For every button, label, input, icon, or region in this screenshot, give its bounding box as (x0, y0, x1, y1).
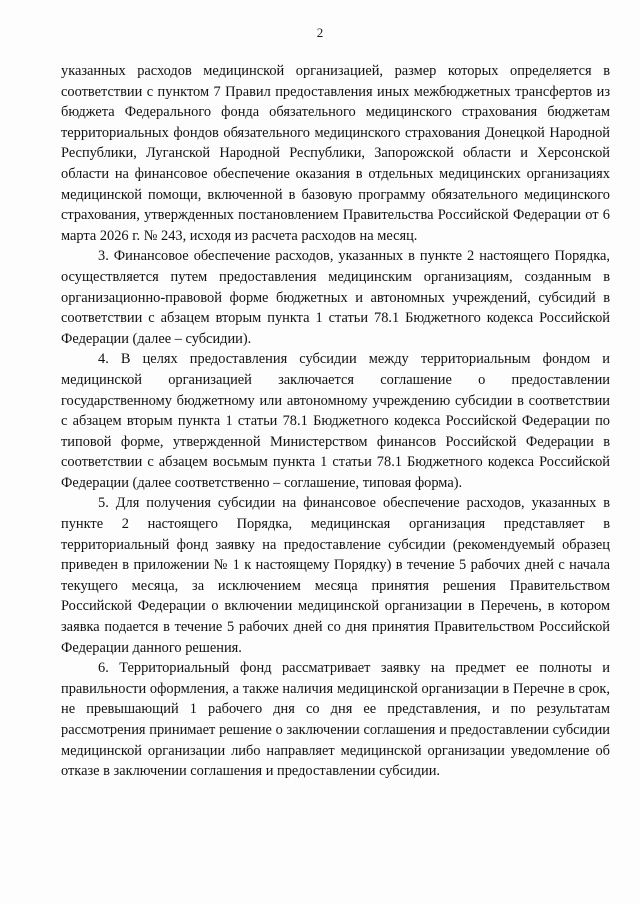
paragraph-item-6: 6. Территориальный фонд рассматривает заявку на предмет ее полноты и правильности оформления, а также наличия медицинской организации в Перечне в срок, не превышающий 1 рабочего дня со дня ее представления, и по результатам рассмотрения принимает решение о заключении соглашения и предоставлении субсидии медицинской организации либо направляет медицинской организации уведомление об отказе в заключении соглашения и предоставлении субсидии. (61, 660, 610, 780)
document-body (61, 61, 610, 782)
paragraph-item-4: 4. В целях предоставления субсидии между территориальным фондом и медицинской организацией заключается соглашение о предоставлении государственному бюджетному или автономному учреждению субсидии в соответствии с абзацем вторым пункта 1 статьи 78.1 Бюджетного кодекса Российской Федерации по типовой форме, утвержденной Министерством финансов Российской Федерации в соответствии с абзацем восьмым пункта 1 статьи 78.1 Бюджетного кодекса Российской Федерации (далее соответственно – соглашение, типовая форма). (61, 351, 610, 491)
paragraph-continuation: указанных расходов медицинской организацией, размер которых определяется в соответствии с пунктом 7 Правил предоставления иных межбюджетных трансфертов из бюджета Федерального фонда обязательного медицинского страхования бюджетам территориальных фондов обязательного медицинского страхования Донецкой Народной Республики, Луганской Народной Республики, Запорожской области и Херсонской области на финансовое обеспечение оказания в отдельных медицинских организациях медицинской помощи, включенной в базовую программу обязательного медицинского страхования, утвержденных постановлением Правительства Российской Федерации от 6 марта 2026 г. № 243, исходя из расчета расходов на месяц. (61, 63, 610, 244)
page-number: 2 (316, 25, 324, 40)
paragraph-item-5: 5. Для получения субсидии на финансовое обеспечение расходов, указанных в пункте 2 настоящего Порядка, медицинская организация представляет в территориальный фонд заявку на предоставление субсидии (рекомендуемый образец приведен в приложении № 1 к настоящему Порядку) в течение 5 рабочих дней с начала текущего месяца, за исключением месяца принятия решения Правительством Российской Федерации о включении медицинской организации в Перечень, в котором заявка подается в течение 5 рабочих дней со дня принятия Правительством Российской Федерации данного решения. (61, 495, 610, 656)
paragraph-item-3: 3. Финансовое обеспечение расходов, указанных в пункте 2 настоящего Порядка, осуществляется путем предоставления медицинским организациям, созданным в организационно-правовой форме бюджетных и автономных учреждений, субсидий в соответствии с абзацем вторым пункта 1 статьи 78.1 Бюджетного кодекса Российской Федерации (далее – субсидии). (61, 248, 610, 347)
